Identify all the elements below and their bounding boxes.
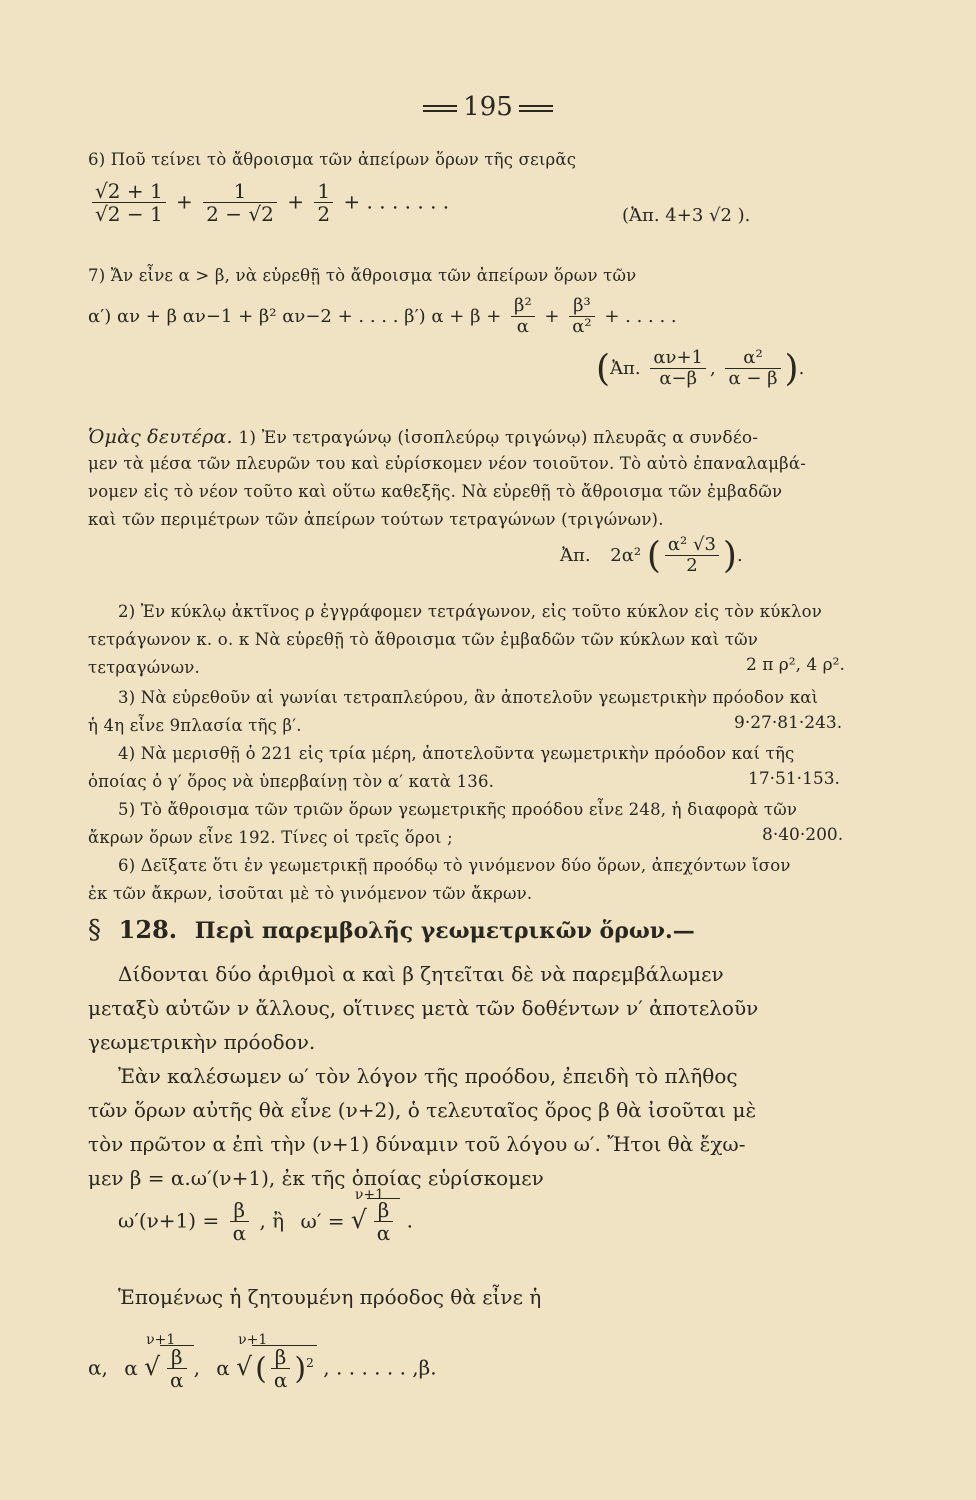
close-paren: ) (722, 535, 737, 577)
root-radicand (367, 1198, 401, 1245)
series-ellipsis: + . . . . . . . (343, 189, 450, 214)
body-line-2: μεταξὺ αὐτῶν ν ἄλλους, οἵτινες μετὰ τῶν δοθέντων ν′ ἀποτελοῦν (88, 996, 759, 1020)
group-b-exercise-5-answer: 8·40·200. (762, 825, 844, 845)
exercise-7-answer: (Ἀπ. $\frac{\alpha\nu+1}{\alpha-\beta}$ , $\frac{\text{α²}}{\alpha - \beta}$ ). (596, 347, 805, 390)
fraction-denominator: α (273, 1368, 288, 1392)
group-b-exercise-5-line-1: 5) Τὸ ἄθροισμα τῶν τριῶν ὅρων γεωμετρικῆς προόδου εἶνε 248, ἡ διαφορὰ τῶν (118, 800, 798, 819)
answer-label: Ἀπ. (560, 544, 591, 566)
series-fraction-beta3-alpha2 (569, 296, 594, 337)
progression-tail: , . . . . . . ,β. (323, 1355, 437, 1380)
group-b-exercise-2-line-3: τετραγώνων. (88, 658, 200, 677)
group-b-exercise-6-line-1: 6) Δεῖξατε ὅτι ἐν γεωμετρικῇ προόδῳ τὸ γινόμενον δύο ὅρων, ἀπεχόντων ἴσον (118, 856, 791, 875)
group-b-exercise-1-line-4: καὶ τῶν περιμέτρων τῶν ἀπείρων τούτων τετραγώνων (τριγώνων). (88, 510, 664, 529)
group-b-exercise-2-answer: 2 π ρ², 4 ρ². (746, 655, 845, 675)
open-paren: ( (646, 535, 661, 577)
group-b-exercise-4-line-2: ὁποίας ὁ γ′ ὅρος νὰ ὑπερβαίνῃ τὸν α′ κατὰ 136. (88, 772, 495, 791)
exercise-6-text (88, 150, 576, 169)
exponent: 2 (306, 1354, 314, 1370)
page-number-rule-right (519, 105, 553, 112)
exercise-statement: Ποῦ τείνει τὸ ἄθροισμα τῶν ἀπείρων ὅρων τῆς σειρᾶς (110, 150, 577, 169)
series-fraction-3 (314, 180, 333, 226)
group-b-exercise-3-line-2: ἡ 4η εἶνε 9πλασία τῆς β′. (88, 716, 302, 735)
group-b-exercise-4-line-1: 4) Νὰ μερισθῇ ὁ 221 εἰς τρία μέρη, ἀποτελοῦντα γεωμετρικὴν πρόοδον καί τῆς (118, 744, 795, 763)
fraction-numerator: 1 (314, 180, 333, 203)
term-coefficient: α (124, 1355, 138, 1380)
page-number (0, 92, 976, 122)
fraction-numerator: β (230, 1199, 250, 1222)
root-radicand (252, 1345, 317, 1392)
progression-root-1 (144, 1331, 193, 1392)
group-b-exercise-1-answer: Ἀπ. 2α² ( $\frac{\text{α² √3}}{2}$ ). (560, 534, 743, 577)
fraction-denominator: 2 (317, 202, 331, 226)
fraction-numerator: β (167, 1346, 187, 1369)
fraction-numerator: 1 (203, 180, 277, 203)
group-b-exercise-1-line-3: νομεν εἰς τὸ νέον τοῦτο καὶ οὕτω καθεξῆς. Νὰ εὑρεθῇ τὸ ἄθροισμα τῶν ἐμβαδῶν (88, 482, 783, 501)
root-fraction (374, 1199, 394, 1245)
group-b-exercise-2-line-1: 2) Ἐν κύκλῳ ἀκτῖνος ρ ἐγγράφομεν τετράγωνον, εἰς τοῦτο κύκλον εἰς τὸν κύκλον (118, 602, 823, 621)
fraction-numerator: β³ (569, 296, 594, 317)
fraction-denominator: α² (572, 315, 592, 337)
formula-end: . (406, 1208, 414, 1233)
series-fraction-beta2-alpha (511, 296, 535, 337)
group-b-exercise-1-line-1 (88, 426, 758, 448)
answer-fraction-2 (725, 348, 780, 389)
fraction-numerator: α² (725, 348, 780, 369)
section-heading (88, 915, 695, 945)
root-radicand (160, 1345, 194, 1392)
exercise-number: 6) (88, 150, 106, 169)
fraction-denominator: 2 (686, 554, 698, 576)
answer-fraction (665, 535, 719, 576)
group-b-exercise-5-line-2: ἄκρων ὅρων εἶνε 192. Τίνες οἱ τρεῖς ὅροι ; (88, 828, 453, 847)
exercise-6-series (88, 180, 449, 226)
exercise-statement: Ἄν εἶνε α > β, νὰ εὑρεθῇ τὸ ἄθροισμα τῶν ἀπείρων ὅρων τῶν (110, 266, 637, 285)
fraction-numerator: β (271, 1346, 291, 1369)
exercise-7-series (88, 296, 677, 337)
formula-ratio (118, 1186, 414, 1245)
formula-fraction (230, 1199, 250, 1245)
fraction-denominator: α (516, 315, 529, 337)
fraction-denominator: √2 − 1 (95, 202, 163, 226)
root-index: ν+1 (146, 1331, 176, 1348)
answer-label: Ἀπ. (610, 357, 641, 379)
group-b-exercise-3-answer: 9·27·81·243. (734, 713, 843, 733)
group-b-exercise-6-line-2: ἐκ τῶν ἄκρων, ἰσοῦται μὲ τὸ γινόμενον τῶν ἄκρων. (88, 884, 533, 903)
formula-root (350, 1186, 400, 1245)
exercise-6-answer: (Ἀπ. 4+3 √2 ). (622, 205, 751, 226)
root-sign: √ (350, 1204, 367, 1234)
series-ellipsis: + . . . . . (604, 305, 677, 327)
root-fraction (271, 1346, 291, 1392)
answer-fraction-1 (650, 348, 706, 389)
formula-connector: , ἢ (259, 1208, 285, 1233)
page-number-rule-left (423, 105, 457, 112)
page-number-value: 195 (463, 92, 513, 122)
close-paren: ) (784, 348, 799, 390)
term-coefficient: α (216, 1355, 230, 1380)
formula-progression (88, 1331, 437, 1392)
group-b-exercise-2-line-2: τετράγωνον κ. ο. κ Νὰ εὑρεθῇ τὸ ἄθροισμα τῶν ἐμβαδῶν τῶν κύκλων καὶ τῶν (88, 630, 759, 649)
answer-coefficient: 2α² (610, 544, 642, 566)
text-line: 1) Ἐν τετραγώνῳ (ἰσοπλεύρῳ τριγώνῳ) πλευρᾶς α συνδέο- (238, 428, 759, 448)
body-line-4: Ἐὰν καλέσωμεν ω′ τὸν λόγον τῆς προόδου, ἐπειδὴ τὸ πλῆθος (118, 1064, 738, 1088)
fraction-numerator: β (374, 1199, 394, 1222)
fraction-numerator: √2 + 1 (92, 180, 166, 203)
term-separator: , (193, 1355, 200, 1380)
fraction-denominator: α − β (728, 367, 778, 389)
fraction-numerator: αν+1 (650, 348, 706, 369)
body-line-7: μεν β = α.ω′(ν+1), ἐκ τῆς ὁποίας εὑρίσκομεν (88, 1166, 544, 1190)
series-fraction-2 (203, 180, 277, 226)
root-fraction (167, 1346, 187, 1392)
group-b-exercise-1-line-2: μεν τὰ μέσα τῶν πλευρῶν του καὶ εὑρίσκομεν νέον τοιοῦτον. Τὸ αὐτὸ ἐπαναλαμβά- (88, 454, 806, 473)
conclusion-line: Ἑπομένως ἡ ζητουμένη πρόοδος θὰ εἶνε ἡ (118, 1285, 542, 1309)
plus-sign: + (176, 189, 193, 214)
section-symbol: § (88, 915, 101, 945)
series-expression: α′) αν + β αν−1 + β² αν−2 + . . . . β′) α + β + (88, 305, 502, 327)
fraction-numerator: β² (511, 296, 535, 317)
formula-rhs-lhs: ω′ = (300, 1208, 345, 1233)
open-paren: ( (255, 1351, 267, 1387)
series-fraction-1 (92, 180, 166, 226)
fraction-denominator: α (170, 1368, 184, 1392)
close-paren: ) (294, 1351, 307, 1387)
root-index: ν+1 (238, 1331, 268, 1348)
plus-sign: + (544, 305, 560, 327)
exercise-7-text (88, 266, 636, 285)
group-title: Ὁμὰς δευτέρα. (88, 426, 233, 448)
section-number: 128. (118, 915, 178, 944)
body-line-6: τὸν πρῶτον α ἐπὶ τὴν (ν+1) δύναμιν τοῦ λόγου ω′. Ἤτοι θὰ ἔχω- (88, 1132, 746, 1156)
fraction-denominator: α (232, 1221, 247, 1245)
fraction-denominator: 2 − √2 (206, 202, 274, 226)
group-b-exercise-3-line-1: 3) Νὰ εὑρεθοῦν αἱ γωνίαι τετραπλεύρου, ἂν ἀποτελοῦν γεωμετρικὴν πρόοδον καὶ (118, 688, 819, 707)
body-line-3: γεωμετρικὴν πρόοδον. (88, 1030, 316, 1054)
body-line-1: Δίδονται δύο ἀριθμοὶ α καὶ β ζητεῖται δὲ νὰ παρεμβάλωμεν (118, 962, 724, 986)
fraction-denominator: α−β (659, 367, 697, 389)
group-b-exercise-4-answer: 17·51·153. (748, 769, 840, 789)
progression-root-2 (236, 1331, 317, 1392)
formula-lhs: ω′(ν+1) = (118, 1208, 220, 1233)
exercise-number: 7) (88, 266, 106, 285)
root-index: ν+1 (354, 1186, 384, 1203)
section-title: Περὶ παρεμβολῆς γεωμετρικῶν ὅρων.— (194, 918, 695, 944)
fraction-denominator: α (376, 1221, 391, 1245)
open-paren: ( (596, 348, 611, 390)
plus-sign: + (287, 189, 304, 214)
root-sign: √ (236, 1351, 253, 1381)
body-line-5: τῶν ὅρων αὐτῆς θὰ εἶνε (ν+2), ὁ τελευταῖος ὅρος β θὰ ἰσοῦται μὲ (88, 1098, 757, 1122)
fraction-numerator: α² √3 (665, 535, 719, 556)
term-first: α, (88, 1355, 108, 1380)
root-sign: √ (144, 1351, 161, 1381)
